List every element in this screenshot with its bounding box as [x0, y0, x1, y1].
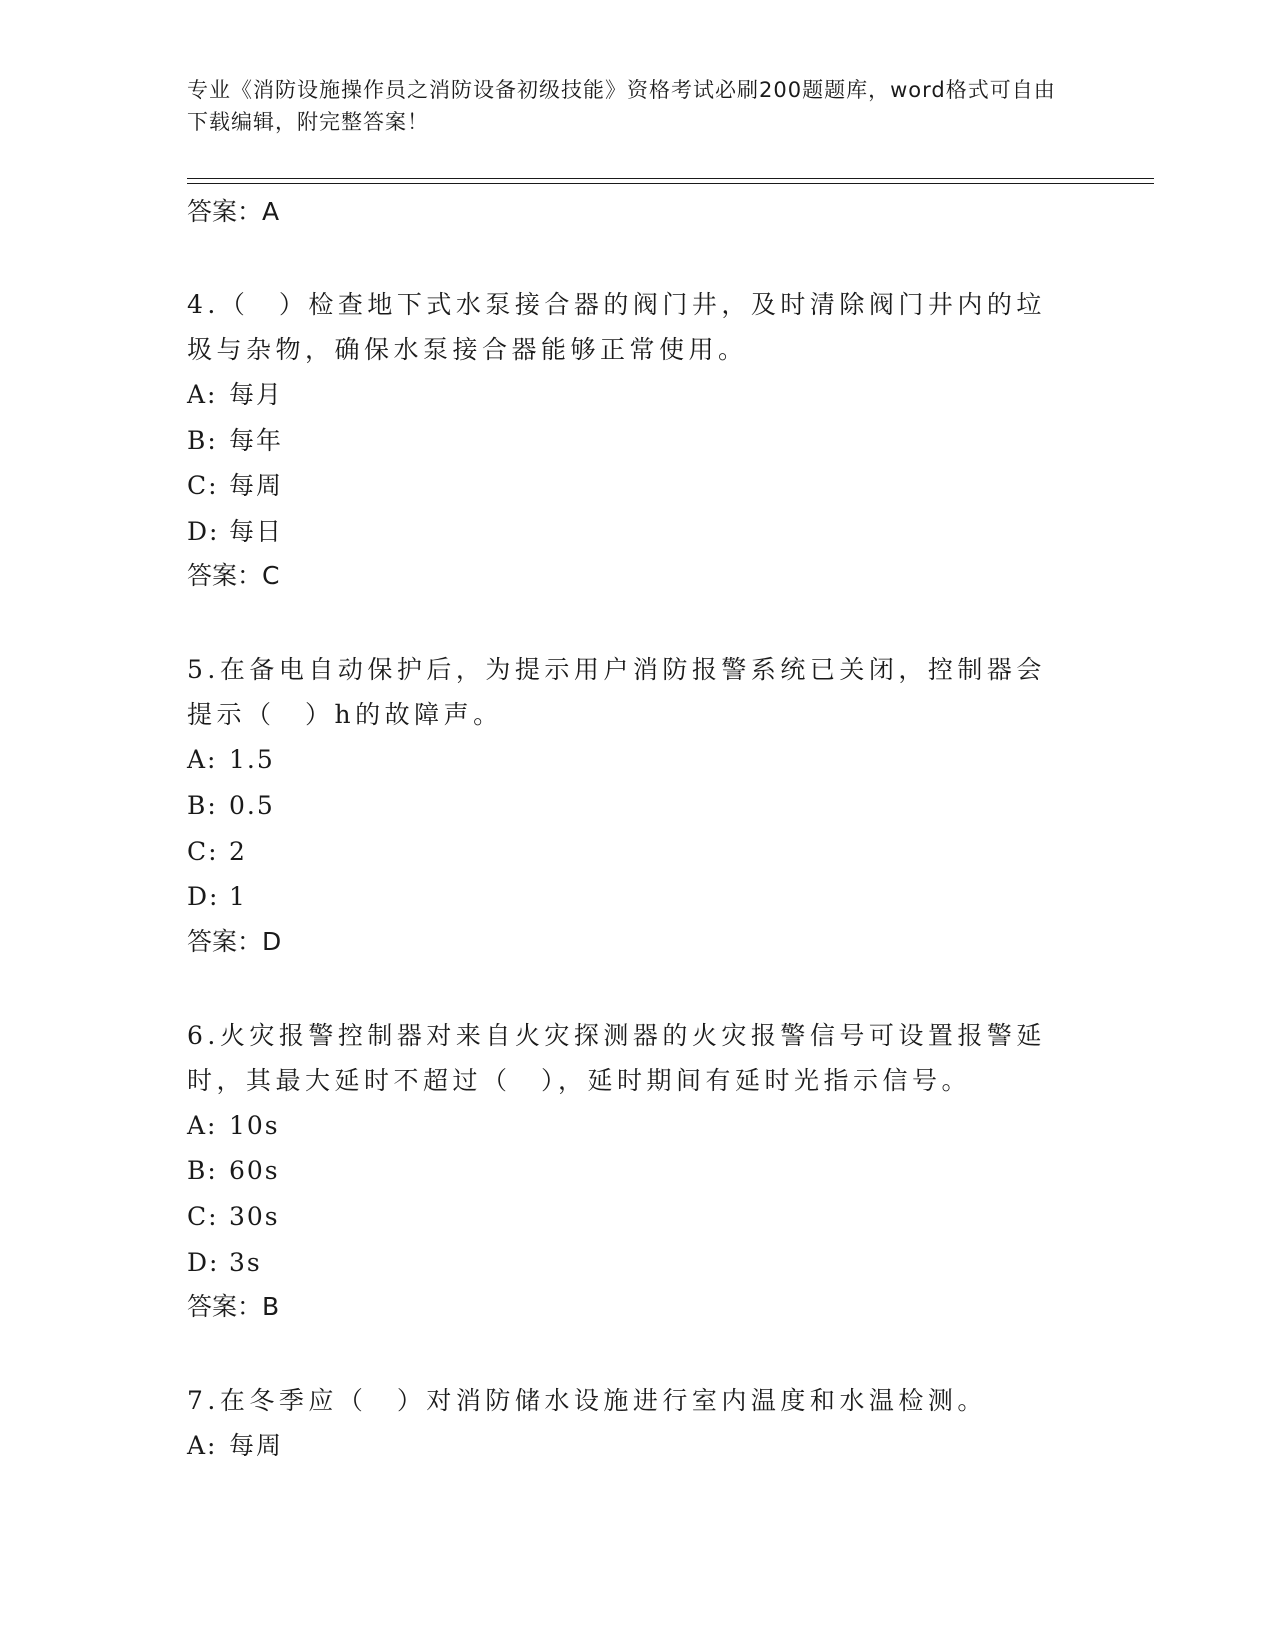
previous-answer: 答案：A: [187, 197, 280, 226]
option-c: [187, 1194, 1067, 1240]
question-answer: 答案：B: [187, 1292, 280, 1322]
option-c: [187, 829, 1067, 875]
option-d: [187, 874, 1067, 920]
option-a: [187, 372, 1067, 418]
option-text: 2: [229, 836, 247, 866]
option-b: [187, 418, 1067, 464]
option-letter: A:: [187, 1431, 218, 1461]
option-text: 1.5: [229, 745, 275, 775]
question-stem: 5.在备电自动保护后，为提示用户消防报警系统已关闭，控制器会提示（ ）h的故障声。: [187, 655, 1046, 730]
option-letter: D:: [187, 1247, 220, 1277]
option-letter: B:: [187, 425, 218, 455]
option-d: [187, 509, 1067, 555]
option-a: [187, 737, 1067, 783]
option-letter: C:: [187, 1201, 219, 1231]
option-d: [187, 1240, 1067, 1286]
option-text: 1: [229, 882, 247, 912]
question-5: [187, 647, 1067, 963]
question-stem: 4.（ ）检查地下式水泵接合器的阀门井，及时清除阀门井内的垃圾与杂物，确保水泵接合器能够正常使用。: [187, 290, 1046, 364]
option-text: 每周: [229, 1431, 284, 1461]
option-letter: B:: [187, 790, 218, 820]
option-letter: A:: [187, 1110, 218, 1140]
question-7: [187, 1378, 1067, 1469]
question-list: [187, 282, 1067, 1518]
question-stem: 6.火灾报警控制器对来自火灾探测器的火灾报警信号可设置报警延时，其最大延时不超过（ ），延时期间有延时光指示信号。: [187, 1020, 1046, 1095]
option-text: 0.5: [229, 790, 275, 820]
option-text: 30s: [229, 1201, 280, 1231]
option-text: 每日: [229, 516, 284, 546]
question-stem: 7.在冬季应（ ）对消防储水设施进行室内温度和水温检测。: [187, 1386, 987, 1416]
option-letter: B:: [187, 1156, 218, 1186]
option-text: 10s: [229, 1110, 280, 1140]
document-header: 专业《消防设施操作员之消防设备初级技能》资格考试必刷200题题库，word格式可自由下载编辑，附完整答案！: [187, 78, 1056, 134]
header-divider-top: [187, 178, 1154, 179]
option-letter: C:: [187, 836, 219, 866]
header-divider-bottom: [187, 183, 1154, 184]
option-text: 每周: [229, 471, 284, 501]
option-text: 每月: [229, 380, 284, 409]
option-text: 3s: [229, 1247, 262, 1277]
option-c: [187, 463, 1067, 509]
option-a: [187, 1423, 1067, 1469]
option-text: 60s: [229, 1156, 280, 1186]
option-b: [187, 783, 1067, 829]
option-letter: D:: [187, 882, 220, 912]
question-4: [187, 282, 1067, 598]
option-text: 每年: [229, 425, 284, 455]
option-a: [187, 1103, 1067, 1149]
option-letter: C:: [187, 471, 219, 501]
option-letter: D:: [187, 516, 220, 546]
option-letter: A:: [187, 745, 218, 775]
question-answer: 答案：D: [187, 926, 282, 956]
question-answer: 答案：C: [187, 561, 280, 591]
question-6: [187, 1013, 1067, 1329]
option-letter: A:: [187, 380, 218, 409]
option-b: [187, 1148, 1067, 1194]
